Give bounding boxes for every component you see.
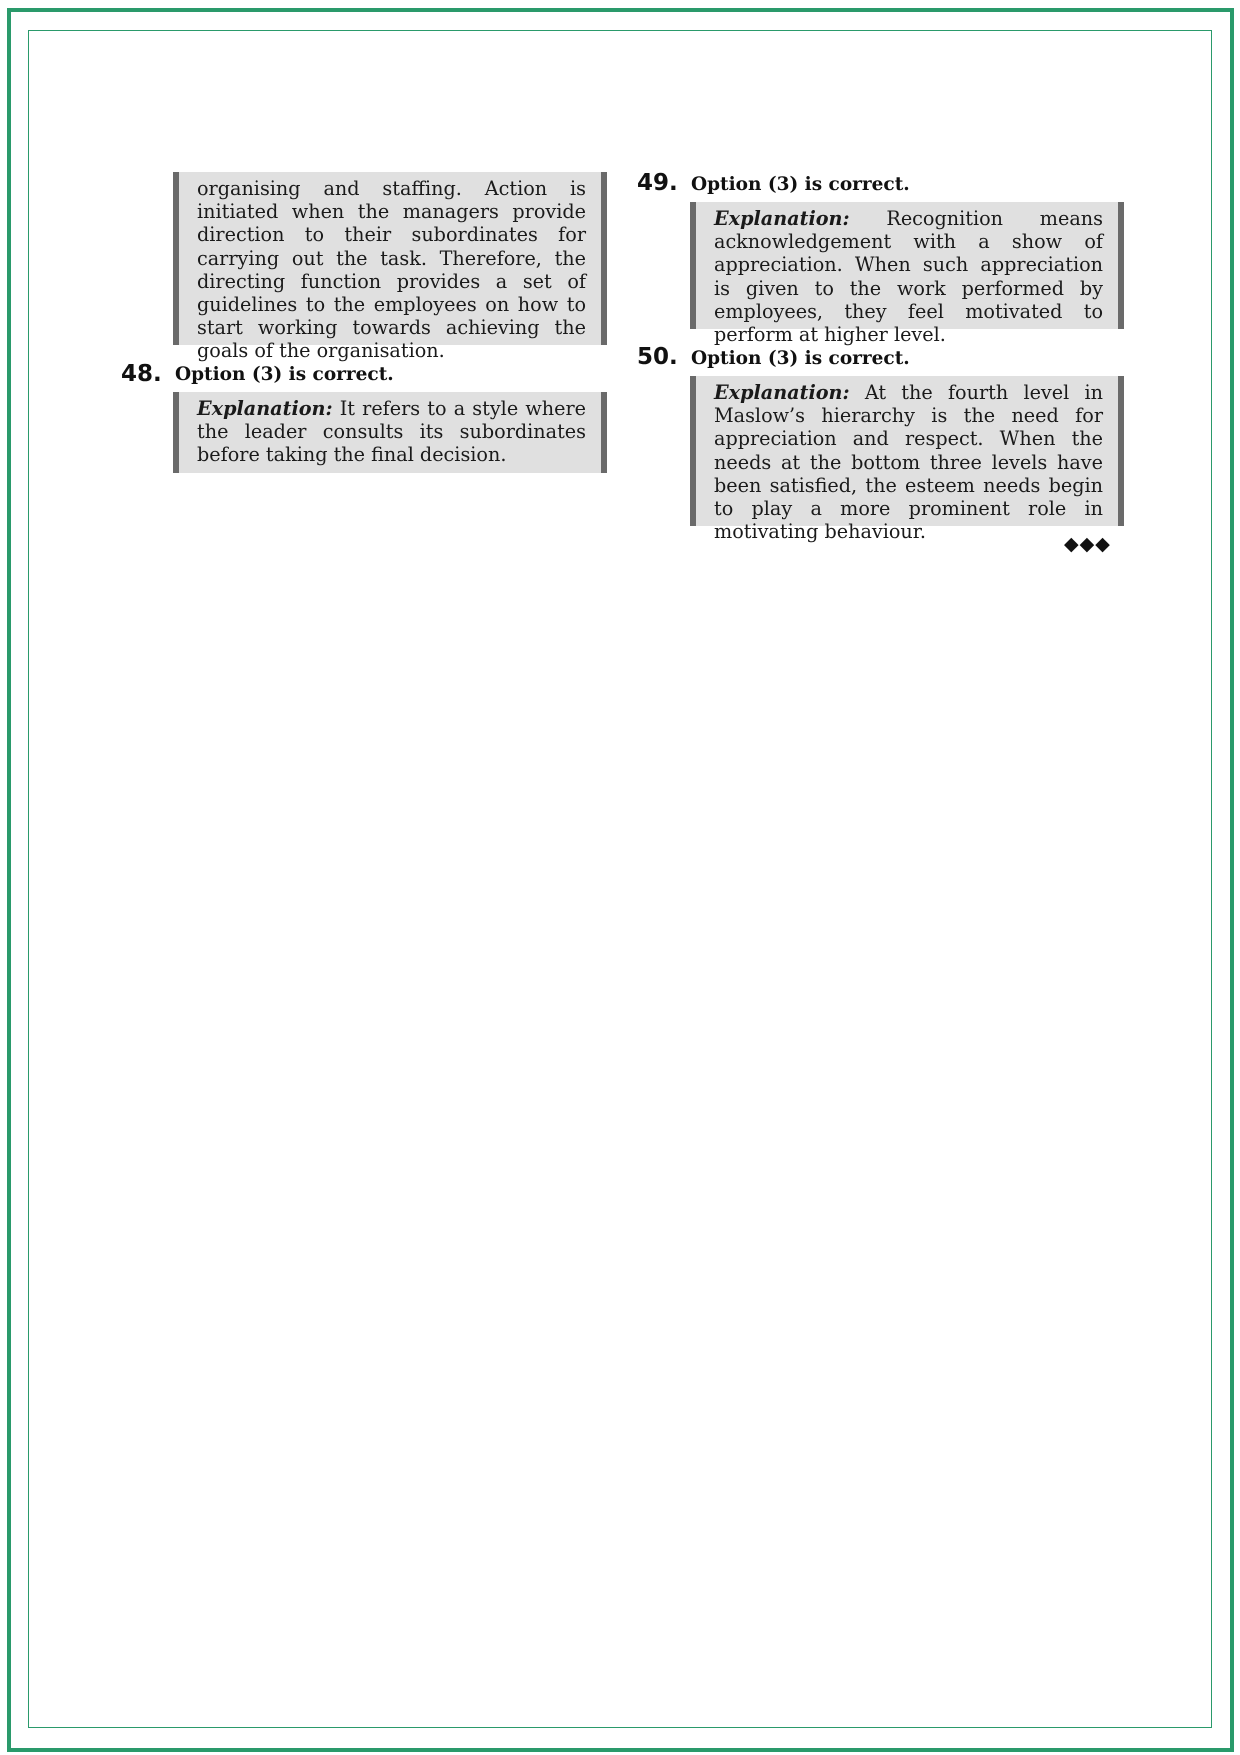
explanation-text-48: It refers to a style where the leader consults its subordinates before taking the final decision. [197, 397, 586, 467]
explanation-box-48 [173, 392, 607, 473]
continuation-box [173, 172, 607, 363]
question-number-49: 49. [637, 170, 678, 196]
explanation-text-49: Recognition means acknowledgement with a show of appreciation. When such appreciation is given to the work performed by employees, they feel motivated to perform at higher level. [714, 207, 1103, 347]
continuation-text: organising and staffing. Action is initiated when the managers provide direction to their subordinates for carrying out the task. Therefore, the directing function provides a set of guidelines to the employees on how to start working towards achieving the goals of the organisation. [197, 177, 586, 363]
explanation-label-49: Explanation: [714, 207, 850, 230]
explanation-label-48: Explanation: [197, 397, 333, 420]
end-marker-diamonds: ◆◆◆ [1064, 533, 1111, 555]
question-number-48: 48. [121, 361, 162, 387]
explanation-box-50 [690, 376, 1124, 544]
explanation-box-49 [690, 202, 1124, 347]
answer-49: Option (3) is correct. [691, 174, 910, 195]
explanation-text-50: At the fourth level in Maslow’s hierarchy is the need for appreciation and respect. When the needs at the bottom three levels have been satisfied, the esteem needs begin to play a more prominent role in motivating behaviour. [714, 381, 1103, 544]
question-number-50: 50. [637, 344, 678, 370]
answer-50: Option (3) is correct. [691, 348, 910, 369]
explanation-label-50: Explanation: [714, 381, 850, 404]
answer-48: Option (3) is correct. [175, 364, 394, 385]
